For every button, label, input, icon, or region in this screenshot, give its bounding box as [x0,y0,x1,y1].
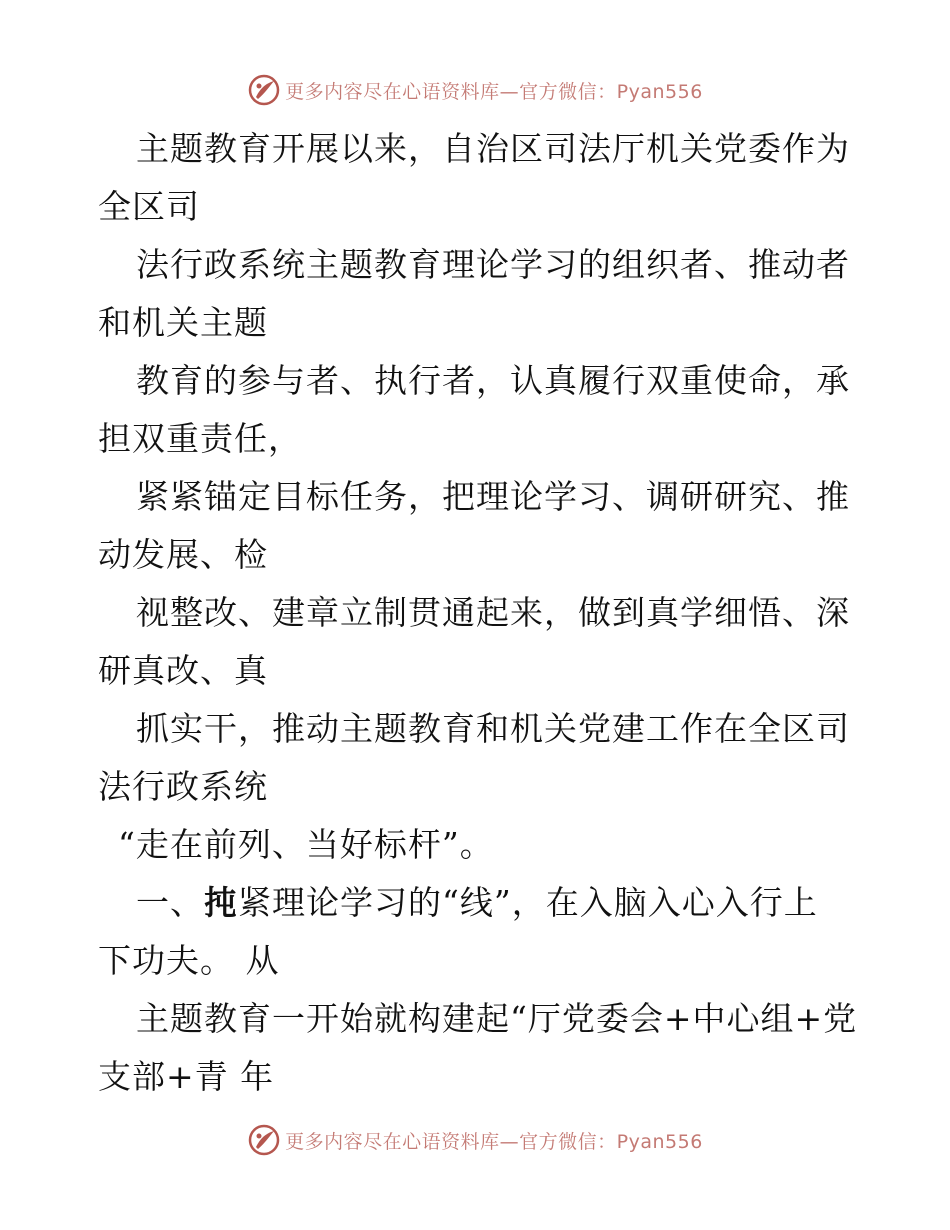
paragraph-line: 视整改、建章立制贯通起来，做到真学细悟、深 [136,593,850,632]
document-body [98,120,858,1106]
logo-icon [247,1123,281,1157]
paragraph-line: 支部+青 年 [98,1057,275,1096]
banner-text: 更多内容尽在心语资料库—官方微信：Pyan556 [285,1130,703,1153]
paragraph-line: “走在前列、当好标杆”。 [118,825,494,864]
paragraph-line: 抓实干，推动主题教育和机关党建工作在全区司 [136,709,850,748]
logo-icon [247,73,281,107]
paragraph-line: 教育的参与者、执行者，认真履行双重使命，承 [136,361,850,400]
footer-banner [0,1120,950,1160]
paragraph-line: 动发展、检 [98,535,268,574]
paragraph [98,352,858,468]
paragraph-line: 研真改、真 [98,651,268,690]
paragraph [98,120,858,236]
paragraph [98,990,858,1106]
paragraph [98,816,858,874]
heading-text: 紧理论学习的“线”，在入脑入心入行上 [238,883,818,922]
paragraph-line: 紧紧锚定目标任务，把理论学习、调研研究、推 [136,477,850,516]
paragraph-line: 法行政系统 [98,767,268,806]
paragraph-line: 全区司 [98,187,200,226]
paragraph [98,468,858,584]
paragraph-line [98,874,858,932]
paragraph [98,236,858,352]
section-heading-paragraph [98,874,858,990]
paragraph [98,584,858,700]
paragraph-line: 主题教育一开始就构建起“厅党委会+中心组+党 [136,999,858,1038]
heading-number: 一、 [136,883,204,922]
banner-text: 更多内容尽在心语资料库—官方微信：Pyan556 [285,80,703,103]
paragraph-line: 下功夫。 从 [98,941,280,980]
heading-bold-char: 扽 [204,883,238,922]
paragraph-line: 担双重责任， [98,419,302,458]
paragraph-line: 和机关主题 [98,303,268,342]
paragraph-line: 法行政系统主题教育理论学习的组织者、推动者 [136,245,850,284]
paragraph [98,700,858,816]
paragraph-line: 主题教育开展以来，自治区司法厅机关党委作为 [136,129,850,168]
header-banner [0,70,950,110]
